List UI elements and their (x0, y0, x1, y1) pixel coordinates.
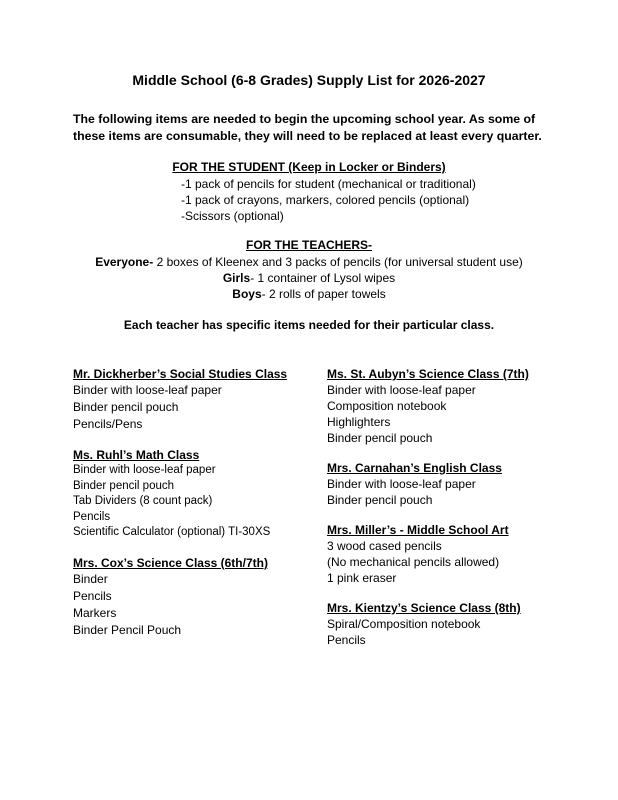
list-item: Tab Dividers (8 count pack) (73, 495, 213, 507)
list-item: Binder pencil pouch (327, 493, 433, 507)
page-title: Middle School (6-8 Grades) Supply List for 2026-2027 (132, 72, 486, 88)
student-list (181, 176, 476, 224)
teacher-line (0, 270, 618, 286)
class-items (327, 538, 567, 586)
list-item: Scientific Calculator (optional) TI-30XS (73, 526, 271, 538)
class-items (327, 382, 567, 446)
class-block (327, 522, 567, 586)
teacher-line-text: 2 boxes of Kleenex and 3 packs of pencils (for universal student use) (153, 255, 523, 269)
class-block (73, 366, 313, 433)
class-note: Each teacher has specific items needed for their particular class. (123, 318, 495, 332)
student-item: -1 pack of crayons, markers, colored pencils (optional) (181, 193, 470, 207)
class-title: Mrs. Carnahan’s English Class (327, 461, 502, 475)
student-heading: FOR THE STUDENT (Keep in Locker or Binders) (172, 160, 446, 174)
class-block (327, 600, 567, 648)
list-item: (No mechanical pencils allowed) (327, 555, 500, 569)
list-item: Binder pencil pouch (327, 431, 433, 445)
class-block (327, 460, 567, 508)
list-item: Binder with loose-leaf paper (73, 464, 216, 476)
list-item: Highlighters (327, 415, 391, 429)
list-item: Binder with loose-leaf paper (327, 383, 476, 397)
teacher-heading: FOR THE TEACHERS- (246, 238, 372, 252)
class-items (327, 616, 567, 648)
list-item: Binder (73, 571, 108, 586)
list-item: Spiral/Composition notebook (327, 617, 481, 631)
teacher-lines (0, 254, 618, 302)
teacher-line-text: - 2 rolls of paper towels (261, 287, 386, 301)
list-item: 1 pink eraser (327, 571, 397, 585)
teacher-line-label: Boys (232, 287, 262, 301)
list-item: Binder with loose-leaf paper (73, 383, 222, 397)
teacher-line (0, 286, 618, 302)
class-block (327, 366, 567, 446)
teacher-line (0, 254, 618, 270)
class-title: Mrs. Kientzy’s Science Class (8th) (327, 601, 521, 615)
class-items (73, 382, 313, 433)
list-item: Binder pencil pouch (73, 479, 175, 492)
list-item: Composition notebook (327, 399, 447, 413)
class-title: Mr. Dickherber’s Social Studies Class (73, 367, 288, 381)
class-title: Ms. Ruhl’s Math Class (73, 448, 200, 462)
intro-paragraph: The following items are needed to begin the upcoming school year. As some of these items are consumable, they will need to be replaced at least every quarter. (73, 112, 542, 143)
class-items (327, 476, 567, 508)
list-item: Binder Pencil Pouch (73, 622, 182, 637)
student-item: -1 pack of pencils for student (mechanical or traditional) (181, 177, 476, 191)
teacher-line-text: - 1 container of Lysol wipes (250, 271, 396, 285)
list-item: Pencils (327, 633, 366, 647)
student-item: -Scissors (optional) (181, 209, 284, 223)
list-item: Pencils/Pens (73, 417, 143, 431)
class-items (73, 571, 313, 639)
list-item: Pencils (73, 510, 111, 523)
class-block (73, 447, 313, 541)
class-title: Mrs. Cox’s Science Class (6th/7th) (73, 555, 268, 570)
list-item: 3 wood cased pencils (327, 539, 442, 553)
class-title: Mrs. Miller’s - Middle School Art (327, 523, 509, 537)
class-title: Ms. St. Aubyn’s Science Class (7th) (327, 367, 529, 381)
teacher-line-label: Girls (222, 271, 251, 285)
list-item: Markers (73, 605, 117, 620)
right-column (327, 366, 567, 662)
left-column (73, 366, 313, 653)
list-item: Binder pencil pouch (73, 400, 179, 414)
list-item: Pencils (73, 588, 112, 603)
list-item: Binder with loose-leaf paper (327, 477, 476, 491)
class-items (73, 463, 313, 541)
class-block (73, 555, 313, 639)
teacher-line-label: Everyone- (95, 255, 154, 269)
